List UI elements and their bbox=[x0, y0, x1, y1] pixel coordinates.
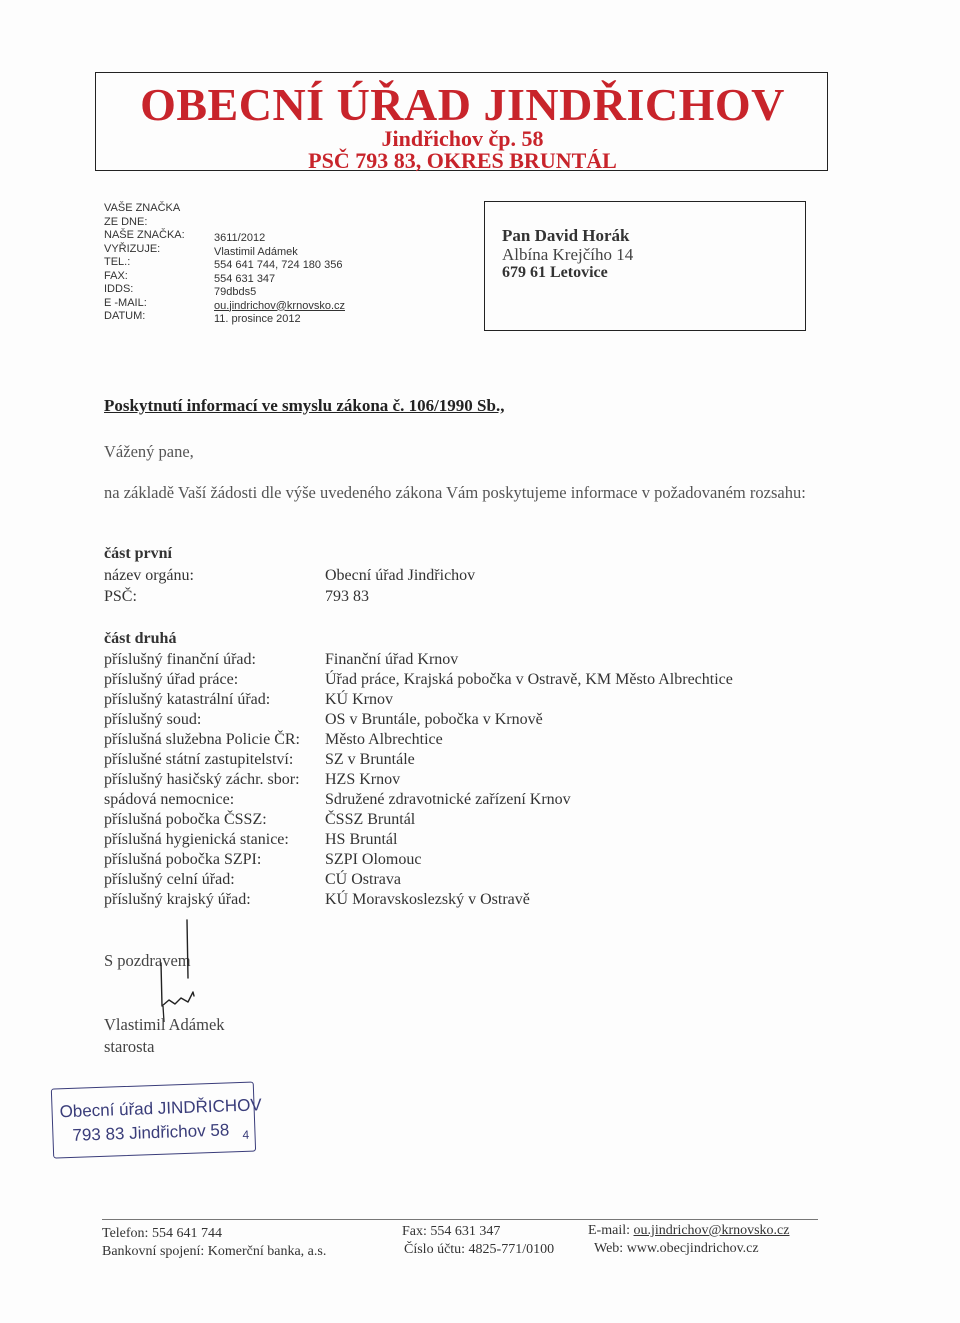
footer-phone: Telefon: 554 641 744 bbox=[102, 1226, 222, 1241]
meta-label: FAX: bbox=[104, 269, 128, 282]
part2-label: příslušná služebna Policie ČR: bbox=[104, 731, 300, 748]
part2-value: KÚ Krnov bbox=[325, 691, 393, 708]
meta-label: TEL.: bbox=[104, 256, 131, 268]
email-link[interactable]: ou.jindrichov@krnovsko.cz bbox=[214, 299, 345, 312]
office-postal: PSČ 793 83, OKRES BRUNTÁL bbox=[308, 148, 617, 173]
meta-label: IDDS: bbox=[104, 283, 134, 295]
stamp-number: 4 bbox=[242, 1127, 250, 1142]
letterhead-box bbox=[95, 72, 828, 171]
date-value: 11. prosince 2012 bbox=[214, 313, 301, 325]
part2-value: HZS Krnov bbox=[325, 771, 401, 788]
part2-value: SZPI Olomouc bbox=[325, 851, 422, 868]
meta-label: VYŘIZUJE: bbox=[104, 242, 161, 255]
footer-account: Číslo účtu: 4825-771/0100 bbox=[404, 1242, 555, 1257]
office-title: OBECNÍ ÚŘAD JINDŘICHOV bbox=[140, 79, 785, 130]
part2-value: KÚ Moravskoslezský v Ostravě bbox=[325, 891, 530, 908]
signer-role: starosta bbox=[104, 1037, 155, 1056]
part1-value: 793 83 bbox=[325, 588, 369, 605]
recipient-box bbox=[484, 201, 806, 331]
stamp-office-name: Obecní úřad JINDŘICHOV bbox=[59, 1095, 263, 1122]
intro-paragraph: na základě Vaší žádosti dle výše uvedeného zákona Vám poskytujeme informace v požadovaném rozsahu: bbox=[104, 483, 806, 502]
part2-value: Finanční úřad Krnov bbox=[325, 651, 459, 668]
part2-value: Město Albrechtice bbox=[325, 731, 443, 748]
stamp-address: 793 83 Jindřichov 58 bbox=[72, 1120, 230, 1145]
meta-label: DATUM: bbox=[104, 310, 146, 322]
meta-label: NAŠE ZNAČKA: bbox=[104, 229, 185, 241]
part2-label: příslušný finanční úřad: bbox=[104, 651, 256, 668]
footer-web[interactable]: Web: www.obecjindrichov.cz bbox=[594, 1241, 759, 1256]
part1-label: PSČ: bbox=[104, 588, 137, 605]
salutation: Vážený pane, bbox=[104, 442, 194, 461]
signer-name: Vlastimil Adámek bbox=[104, 1015, 225, 1034]
part2-value: OS v Bruntále, pobočka v Krnově bbox=[325, 711, 543, 728]
part2-value: Sdružené zdravotnické zařízení Krnov bbox=[325, 791, 571, 808]
recipient-name: Pan David Horák bbox=[502, 226, 630, 245]
part1-label: název orgánu: bbox=[104, 567, 194, 584]
part1-value: Obecní úřad Jindřichov bbox=[325, 567, 476, 584]
part2-label: příslušná hygienická stanice: bbox=[104, 831, 289, 848]
footer-divider bbox=[102, 1219, 818, 1220]
part2-label: příslušné státní zastupitelství: bbox=[104, 751, 294, 768]
part2-label: příslušný krajský úřad: bbox=[104, 891, 251, 908]
handled-by: Vlastimil Adámek bbox=[214, 245, 298, 258]
meta-values bbox=[214, 232, 414, 327]
part2-label: příslušný hasičský záchr. sbor: bbox=[104, 771, 300, 788]
recipient-city: 679 61 Letovice bbox=[502, 264, 608, 281]
part2-value: CÚ Ostrava bbox=[325, 871, 401, 888]
footer-bank: Bankovní spojení: Komerční banka, a.s. bbox=[102, 1244, 327, 1259]
part2-heading: část druhá bbox=[104, 630, 177, 647]
closing-phrase: S pozdravem bbox=[104, 951, 191, 970]
part2-label: příslušný soud: bbox=[104, 711, 202, 728]
meta-label: E -MAIL: bbox=[104, 296, 147, 309]
official-stamp bbox=[51, 1081, 263, 1160]
part1-heading: část první bbox=[104, 545, 172, 562]
footer-fax: Fax: 554 631 347 bbox=[402, 1224, 501, 1239]
meta-labels bbox=[104, 202, 214, 324]
footer-email-link[interactable]: ou.jindrichov@krnovsko.cz bbox=[633, 1223, 790, 1238]
part2-label: spádová nemocnice: bbox=[104, 791, 235, 808]
fax-value: 554 631 347 bbox=[214, 272, 276, 285]
phone-value: 554 641 744, 724 180 356 bbox=[214, 259, 343, 271]
part2-label: příslušný úřad práce: bbox=[104, 671, 239, 688]
part2-label: příslušný celní úřad: bbox=[104, 871, 235, 888]
part2-label: příslušný katastrální úřad: bbox=[104, 691, 271, 708]
part2-value: Úřad práce, Krajská pobočka v Ostravě, KM Město Albrechtice bbox=[325, 671, 733, 688]
part2-value: SZ v Bruntále bbox=[325, 751, 415, 768]
handwritten-signature bbox=[155, 918, 215, 1028]
recipient-street: Albína Krejčího 14 bbox=[502, 245, 634, 264]
idds-value: 79dbds5 bbox=[214, 286, 257, 298]
part2-label: příslušná pobočka SZPI: bbox=[104, 851, 262, 868]
office-address: Jindřichov čp. 58 bbox=[381, 126, 544, 151]
meta-label: ZE DNE: bbox=[104, 215, 148, 228]
footer-email-label: E-mail: bbox=[588, 1223, 634, 1238]
meta-label: VAŠE ZNAČKA bbox=[104, 202, 181, 214]
part2-label: příslušná pobočka ČSSZ: bbox=[104, 811, 267, 828]
part2-value: HS Bruntál bbox=[325, 831, 398, 848]
footer-email bbox=[588, 1223, 789, 1239]
reference-number: 3611/2012 bbox=[214, 232, 266, 244]
letter-subject: Poskytnutí informací ve smyslu zákona č. 106/1990 Sb., bbox=[104, 396, 505, 415]
part2-value: ČSSZ Bruntál bbox=[325, 811, 416, 828]
